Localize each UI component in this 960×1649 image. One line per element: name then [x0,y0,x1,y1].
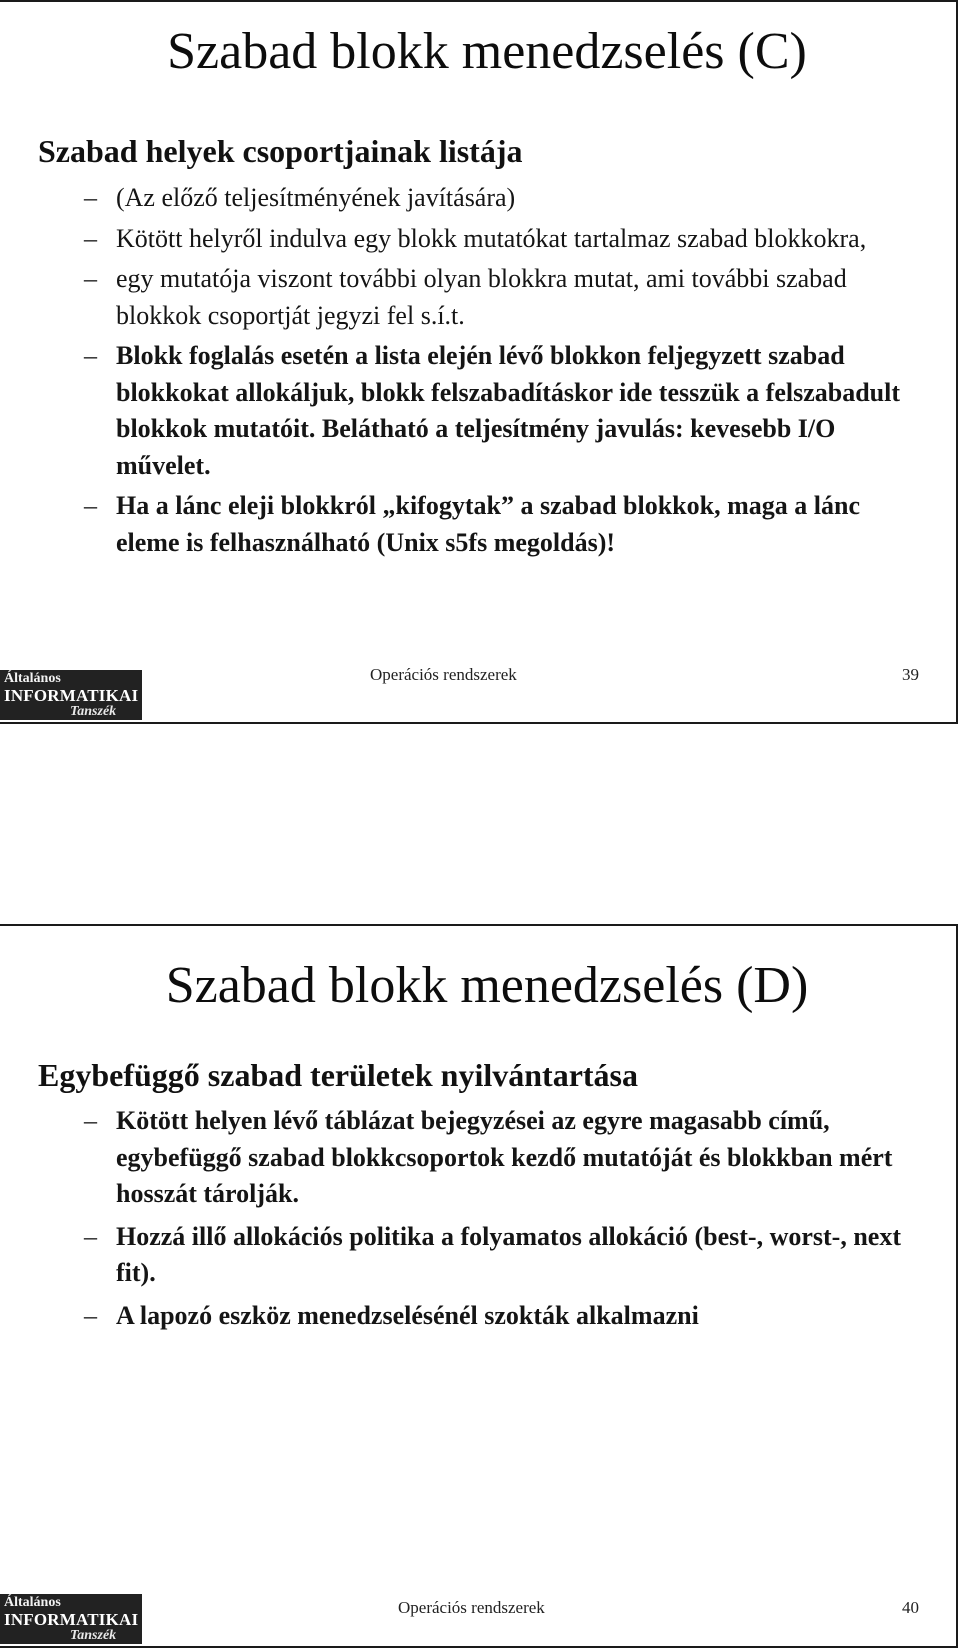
bullet-text: Kötött helyen lévő táblázat bejegyzései az egyre magasabb című, egybefüggő szabad blokkcsoportok kezdő mutatóját és blokkban mért hosszát tárolják. [116,1106,893,1208]
dash-bullet-icon: – [84,183,97,212]
department-logo [0,1594,142,1644]
bullet-item [0,180,956,217]
bullet-list [0,180,956,565]
logo-line-3: Tanszék [70,704,117,719]
dash-bullet-icon: – [84,223,97,253]
page-number: 39 [902,665,919,684]
logo-line-1: Általános [4,671,61,686]
footer-course-name: Operációs rendszerek [398,1598,545,1617]
logo-line-3: Tanszék [70,1628,117,1643]
bullet-text: Kötött helyről indulva egy blokk mutatókat tartalmaz szabad blokkokra, [116,223,867,253]
dash-bullet-icon: – [84,491,97,520]
slide-title: Szabad blokk menedzselés (C) [167,23,807,80]
slide-40 [0,924,958,1648]
bullet-item [0,1103,956,1213]
dash-bullet-icon: – [84,341,97,370]
dash-bullet-icon: – [84,264,97,293]
slide-title: Szabad blokk menedzselés (D) [165,957,809,1014]
bullet-item [0,338,956,484]
dash-bullet-icon: – [84,1106,97,1135]
section-heading: Egybefüggő szabad területek nyilvántartása [38,1057,638,1093]
bullet-text: A lapozó eszköz menedzselésénél szokták alkalmazni [116,1300,699,1330]
bullet-text: (Az előző teljesítményének javítására) [116,183,516,212]
bullet-text: egy mutatója viszont további olyan blokkra mutat, ami további szabad blokkok csoportját jegyzi fel s.í.t. [116,264,847,330]
section-heading: Szabad helyek csoportjainak listája [38,133,523,169]
dash-bullet-icon: – [84,1300,97,1330]
logo-line-2: INFORMATIKAI [4,686,139,705]
bullet-text: Blokk foglalás esetén a lista elején lévő blokkon feljegyzett szabad blokkokat allokáljuk, blokk felszabadításkor ide tesszük a felszabadult blokkok mutatóit. Belátható a teljesítmény javulás: kevesebb I/O művelet. [116,341,901,480]
bullet-item [0,261,956,334]
department-logo [0,670,142,720]
bullet-item [0,1298,956,1335]
bullet-text: Hozzá illő allokációs politika a folyamatos allokáció (best-, worst-, next fit). [116,1221,902,1287]
bullet-text: Ha a lánc eleji blokkról „kifogytak” a szabad blokkok, maga a lánc eleme is felhasználható (Unix s5fs megoldás)! [116,491,860,557]
dash-bullet-icon: – [84,1221,97,1251]
page-number: 40 [902,1598,919,1617]
logo-line-2: INFORMATIKAI [4,1610,139,1629]
logo-line-1: Általános [4,1595,61,1610]
footer-course-name: Operációs rendszerek [370,665,517,684]
bullet-list [0,1103,956,1340]
bullet-item [0,1219,956,1292]
bullet-item [0,488,956,561]
bullet-item [0,221,956,258]
slide-39 [0,0,958,724]
